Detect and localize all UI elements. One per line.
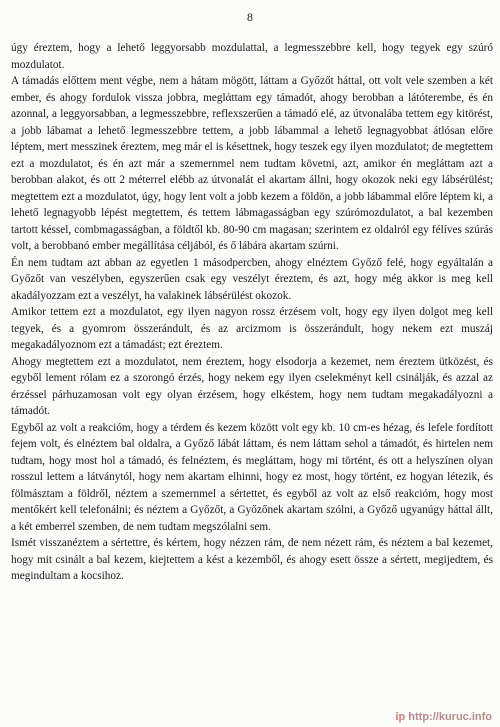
watermark-prefix: ip (395, 711, 406, 723)
paragraph-6: Egyből az volt a reakcióm, hogy a térdem és kezem között volt egy kb. 10 cm-es hézag, és lefele fordított fejem volt, és elnéztem bal oldalra, a Győző lábát láttam, és nem láttam sehol a támadót, és hirtelen nem tudtam, hogy most hol a támadó, és felnéztem, és megláttam, hogy mi történt, és ott a helyszínen olyan rosszul lettem a látványtól, hogy nem akartam elhinni, hogy ez most, hogy történt, ez hogyan létezik, és fölmásztam a földről, néztem a szemernmel a sértettet, és egyből az volt az első reakcióm, hogy most mentőkért kell telefonálni; és néztem a Győzőt, a Győzőnek akartam szólni, a Győző ugyanúgy háttal állt, a két emberrel szemben, de nem tudtam megszólalni sem. (11, 421, 493, 533)
paragraph-5: Ahogy megtettem ezt a mozdulatot, nem éreztem, hogy elsodorja a kezemet, nem éreztem ütközést, és egyből lement rólam ez a szorongó érzés, hogy nekem egy ilyen cselekményt kell csinálják, és azzal az érzéssel párhuzamosan volt egy olyan érzésem, hogy elkéstem, hogy nem tudtam megakadályozni a támadót. (11, 355, 493, 417)
page-number: 8 (247, 10, 253, 24)
body-text (11, 40, 493, 585)
watermark (395, 711, 492, 723)
paragraph-4: Amikor tettem ezt a mozdulatot, egy ilyen nagyon rossz érzésem volt, hogy egy ilyen dolgot meg kell tegyek, és a gyomrom összerándult, és az arcizmom is összerándult, hogy nekem ezt muszáj megakadályoznom ezt a támadást; ezt éreztem. (11, 306, 493, 351)
paragraph-7: Ismét visszanéztem a sértettre, és kértem, hogy nézzen rám, de nem nézett rám, és néztem a bal kezemet, hogy mit csinált a bal kezem, kiejtettem a kést a kezemből, és ahogy esett össze a sértett, megijedtem, és megindultam a kocsihoz. (11, 537, 493, 582)
paragraph-3: Én nem tudtam azt abban az egyetlen 1 másodpercben, ahogy elnéztem Győző felé, hogy egyáltalán a Győzőt van veszélyben, egyszerűen csak egy veszélyt éreztem, és azt, hogy még akkor is meg kell akadályozzam ezt a veszélyt, ha valakinek lábsérülést okozok. (11, 256, 493, 302)
paragraph-2: A támadás előttem ment végbe, nem a hátam mögött, láttam a Győzőt háttal, ott volt vele szemben a két ember, és ahogy fordulok vissza jobbra, meglάttam egy támadót, ahogy berobban a látóterembe, és én azonnal, a leggyorsabban, a legmesszebbre, reflexszerűen a támadó elé, az útvonalába tettem egy kitörést, a jobb lábamat a lehető legmesszebbre tettem, a jobb lábammal a lehető legnagyobbat átlósan előre léptem, mert messzinek éreztem, meg már el is késettnek, hogy teszek egy ilyen mozdulatot; de megtettem ezt a mozdulatot, és én azt már a szemernmel nem tudtam követni, azt, amikor én megláttam azt a berobban alakot, és ott 2 méterrel elébb az útvonalát el akartam állni, hogy okozok neki egy lábsérülést; megtettem ezt a mozdulatot, úgy, hogy lent volt a jobb kezem a földön, a jobb lábammal előre léptem ki, a lehető legnagyobb lépést megtettem, és tettem lábmagasságban egy szúrómozdulatot, a bal kezemben tartott késsel, combmagasságban, a földtől kb. 80-90 cm magasan; szerintem ez oldalról egy félíves szúrás volt, a berobbanó ember megállítása céljából, és ő lábára akartam szúrni. (11, 75, 493, 252)
watermark-text: http://kuruc.info (408, 711, 492, 723)
paragraph-1: úgy éreztem, hogy a lehető leggyorsabb mozdulattal, a legmesszebbre kell, hogy tegyek egy szúró mozdulatot. (11, 42, 493, 71)
